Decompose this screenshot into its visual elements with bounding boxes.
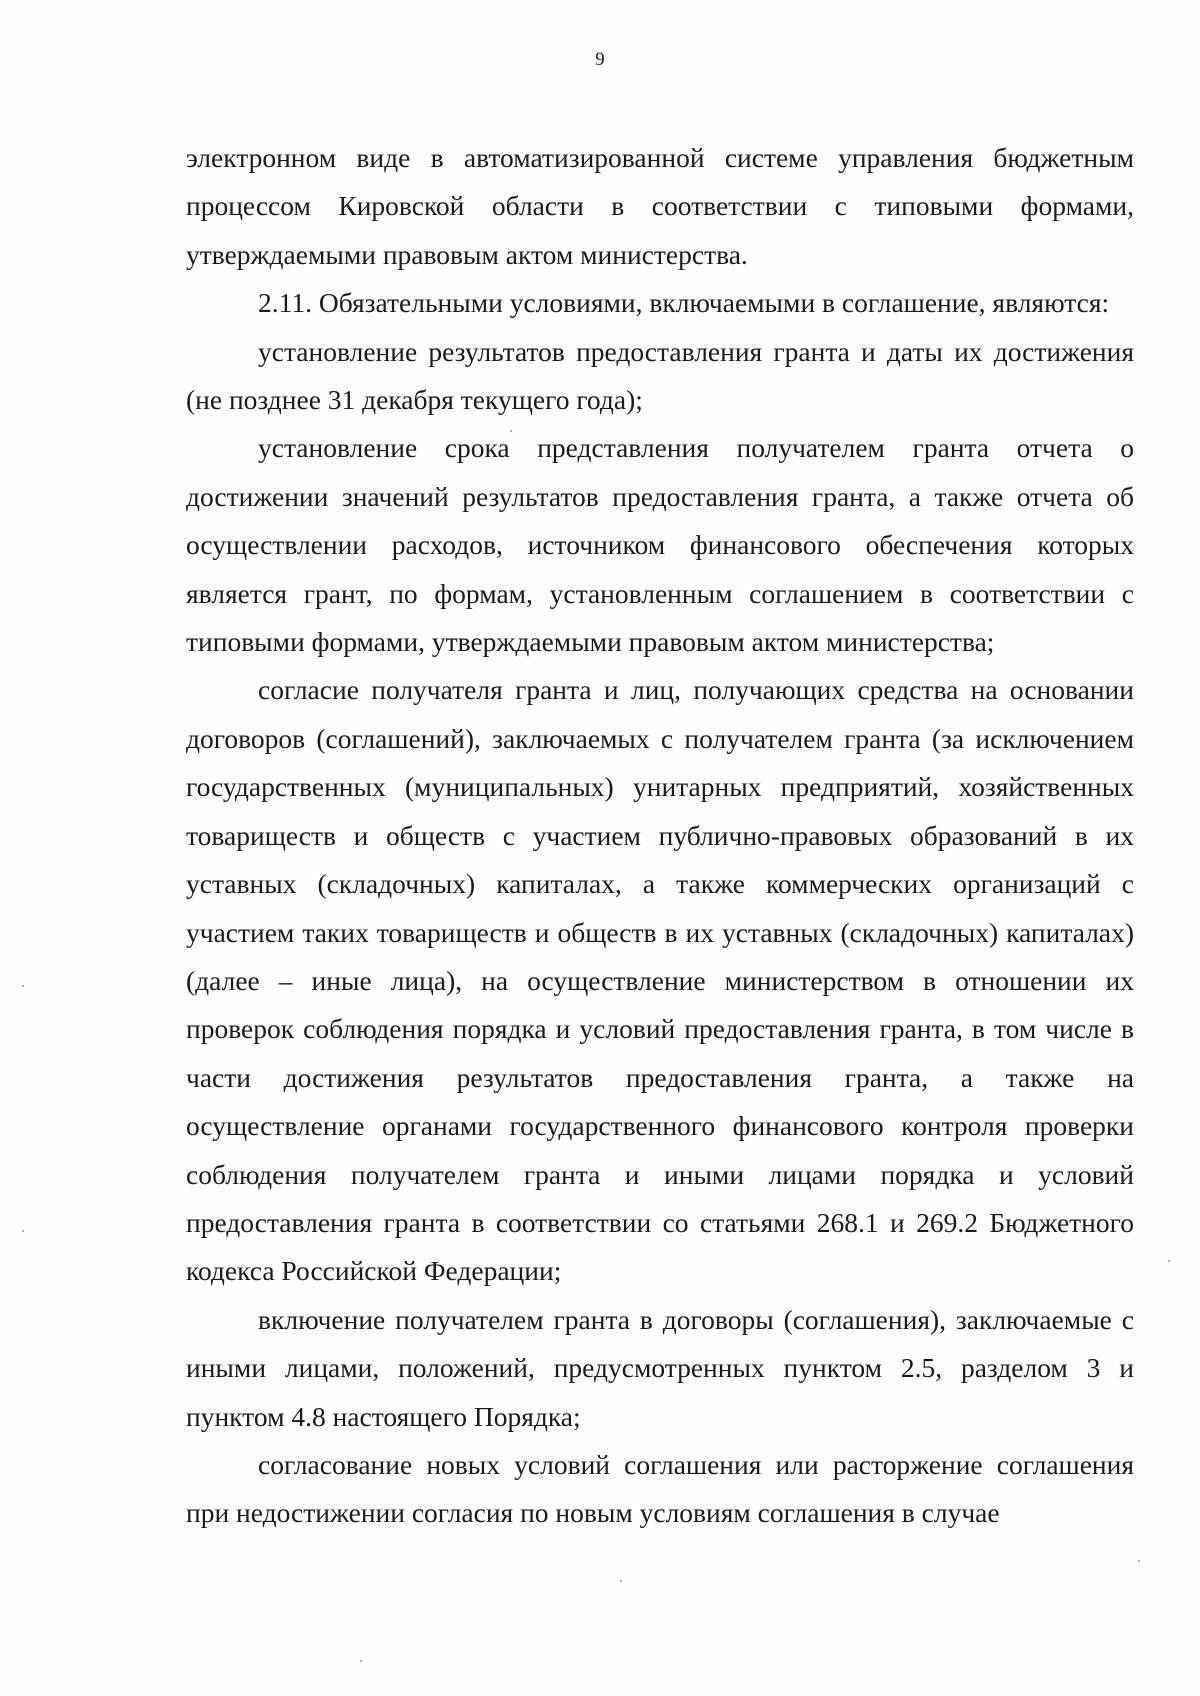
paragraph-report-deadline: установление срока представления получателем гранта отчета о достижении значений результатов предоставления гранта, а также отчета об осуществлении расходов, источником финансового обеспечения которых является грант, по формам, установленным соглашением в соответствии с типовыми формами, утверждаемыми правовым актом министерства; [186, 432, 1134, 658]
page-number: 9 [595, 49, 605, 70]
document-body [186, 134, 1134, 1538]
paragraph-clause-2-11: 2.11. Обязательными условиями, включаемыми в соглашение, являются: [258, 287, 1110, 319]
scan-speck [360, 1660, 362, 1662]
paragraph-results-condition: установление результатов предоставления гранта и даты их достижения (не позднее 31 декабря текущего года); [186, 335, 1134, 416]
scan-speck [1138, 1560, 1140, 1562]
scan-speck [510, 430, 512, 432]
paragraph-consent-to-inspections: согласие получателя гранта и лиц, получающих средства на основании договоров (соглашений), заключаемых с получателем гранта (за исключением государственных (муниципальных) унитарных предприятий, хозяйственных товариществ и обществ с участием публично-правовых образований в их уставных (складочных) капиталах, а также коммерческих организаций с участием таких товариществ и обществ в их уставных (складочных) капиталах) (далее – иные лица), на осуществление министерством в отношении их проверок соблюдения порядка и условий предоставления гранта, в том числе в части достижения результатов предоставления гранта, а также на осуществление органами государственного финансового контроля проверки соблюдения получателем гранта и иными лицами порядка и условий предоставления гранта в соответствии со статьями 268.1 и 269.2 Бюджетного кодекса Российской Федерации; [186, 674, 1134, 1287]
paragraph-continuation: электронном виде в автоматизированной системе управления бюджетным процессом Кировской области в соответствии с типовыми формами, утверждаемыми правовым актом министерства. [186, 142, 1134, 270]
scan-speck [1168, 1260, 1170, 1262]
scan-speck [22, 985, 24, 987]
paragraph-contract-inclusion: включение получателем гранта в договоры (соглашения), заключаемые с иными лицами, положений, предусмотренных пунктом 2.5, разделом 3 и пунктом 4.8 настоящего Порядка; [186, 1303, 1134, 1432]
paragraph-new-conditions: согласование новых условий соглашения или расторжение соглашения при недостижении согласия по новым условиям соглашения в случае [186, 1448, 1134, 1529]
scan-speck [620, 1580, 622, 1582]
scan-speck [22, 1230, 24, 1232]
